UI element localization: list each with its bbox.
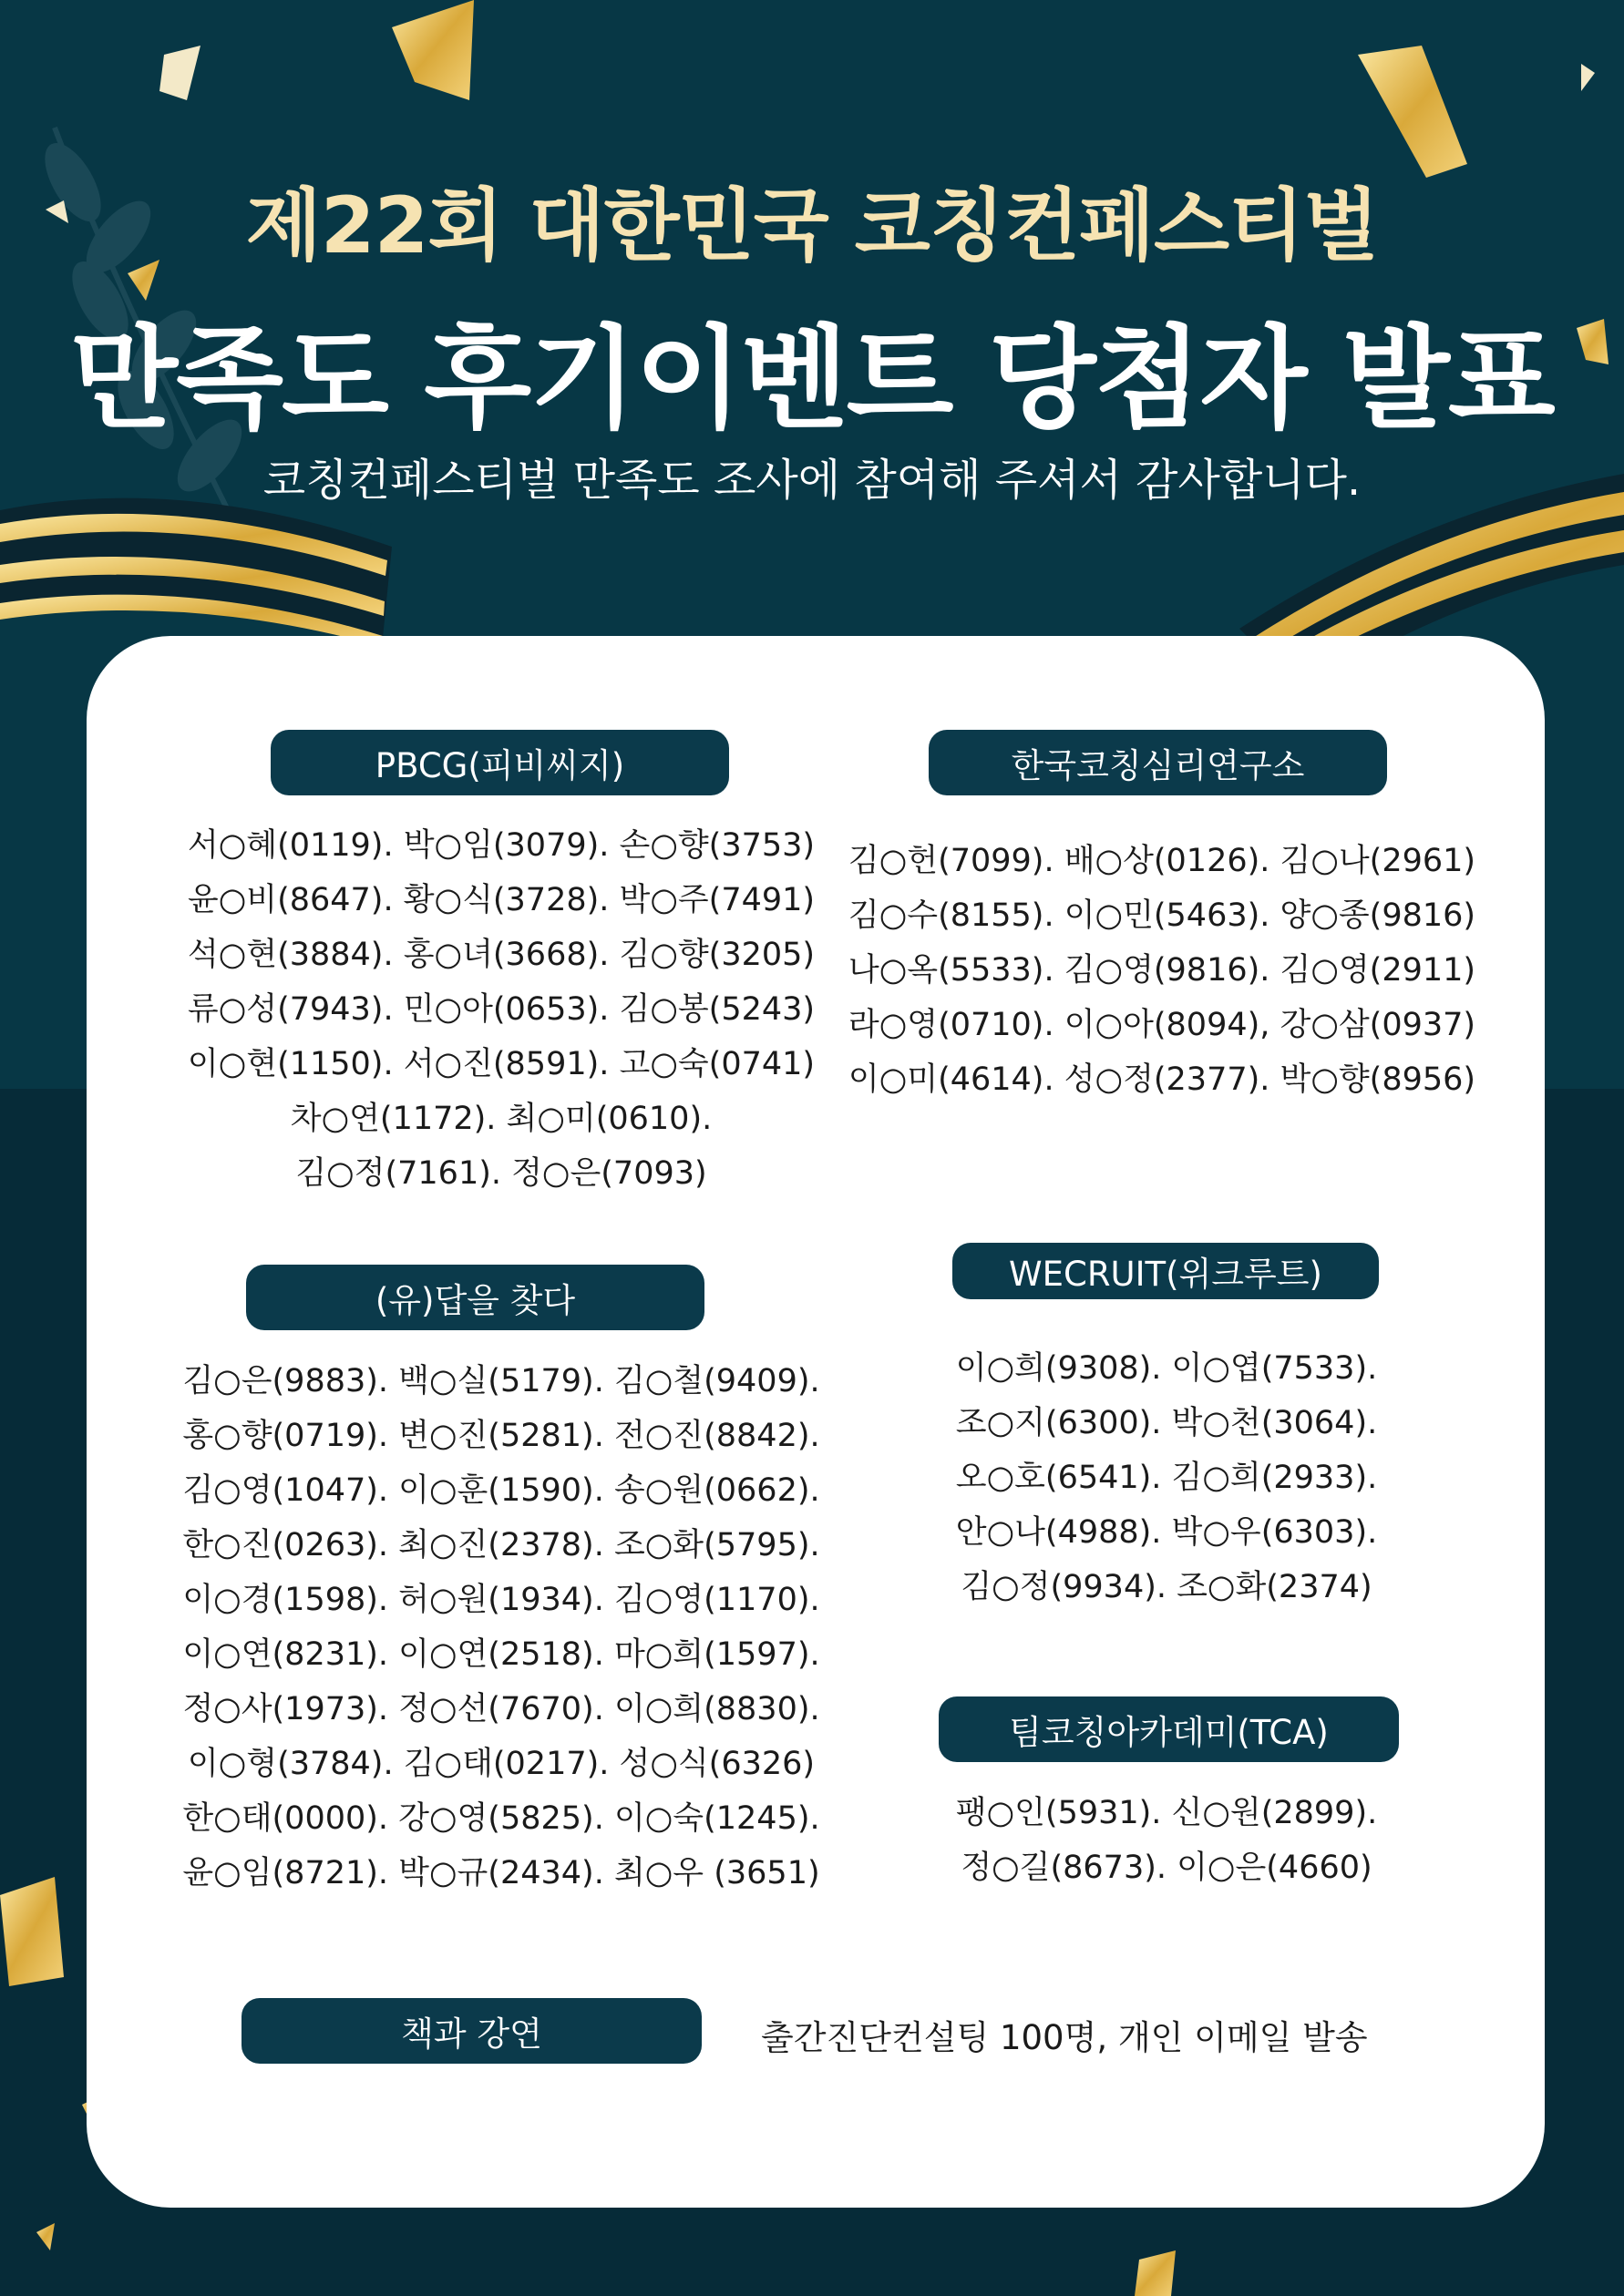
winner-line: 이○경(1598). 허○원(1934). 김○영(1170). bbox=[182, 1582, 820, 1618]
thank-you-subtitle: 코칭컨페스티벌 만족도 조사에 참여해 주셔서 감사합니다. bbox=[262, 455, 1362, 506]
winner-line: 이○희(9308). 이○엽(7533). bbox=[955, 1350, 1378, 1387]
winner-line: 안○나(4988). 박○우(6303). bbox=[955, 1514, 1378, 1551]
header bbox=[0, 0, 1624, 638]
winner-line: 조○지(6300). 박○천(3064). bbox=[955, 1405, 1378, 1441]
winner-list-wecruit bbox=[907, 1341, 1426, 1614]
winner-line: 홍○향(0719). 변○진(5281). 전○진(8842). bbox=[182, 1418, 820, 1454]
winner-line: 나○옥(5533). 김○영(9816). 김○영(2911) bbox=[848, 952, 1476, 989]
winner-list-tca bbox=[907, 1786, 1426, 1895]
winner-line: 윤○임(8721). 박○규(2434). 최○우 (3651) bbox=[182, 1855, 820, 1891]
section-header-kcpi: 한국코칭심리연구소 bbox=[929, 730, 1387, 795]
winner-line: 이○형(3784). 김○태(0217). 성○식(6326) bbox=[187, 1746, 816, 1782]
winner-line: 정○길(8673). 이○은(4660) bbox=[961, 1850, 1372, 1886]
winner-line: 이○미(4614). 성○정(2377). 박○향(8956) bbox=[848, 1061, 1476, 1098]
winner-line: 김○헌(7099). 배○상(0126). 김○나(2961) bbox=[848, 843, 1476, 879]
winner-line: 오○호(6541). 김○희(2933). bbox=[955, 1460, 1378, 1496]
winner-line: 김○수(8155). 이○민(5463). 양○종(9816) bbox=[848, 897, 1476, 934]
section-header-pbcg: PBCG(피비씨지) bbox=[271, 730, 729, 795]
section-header-book: 책과 강연 bbox=[242, 1998, 702, 2064]
winner-line: 이○현(1150). 서○진(8591). 고○숙(0741) bbox=[187, 1046, 816, 1082]
section-header-wecruit: WECRUIT(위크루트) bbox=[952, 1243, 1379, 1299]
winner-line: 이○연(8231). 이○연(2518). 마○희(1597). bbox=[182, 1636, 820, 1673]
winner-line: 김○은(9883). 백○실(5179). 김○철(9409). bbox=[182, 1363, 820, 1399]
winner-line: 한○태(0000). 강○영(5825). 이○숙(1245). bbox=[182, 1800, 820, 1837]
section-header-dap: (유)답을 찾다 bbox=[246, 1265, 704, 1330]
winner-line: 김○정(9934). 조○화(2374) bbox=[961, 1569, 1372, 1605]
announcement-title: 만족도 후기이벤트 당첨자 발표 bbox=[70, 314, 1554, 444]
winner-line: 차○연(1172). 최○미(0610). bbox=[290, 1101, 713, 1137]
winner-list-kcpi bbox=[834, 834, 1490, 1107]
section-header-tca: 팀코칭아카데미(TCA) bbox=[939, 1696, 1399, 1762]
winner-line: 팽○인(5931). 신○원(2899). bbox=[955, 1795, 1378, 1831]
winner-line: 서○혜(0119). 박○임(3079). 손○향(3753) bbox=[187, 827, 816, 864]
winner-line: 김○정(7161). 정○은(7093) bbox=[295, 1155, 707, 1192]
book-section-note: 출간진단컨설팅 100명, 개인 이메일 발송 bbox=[761, 2018, 1368, 2057]
winner-list-dap bbox=[141, 1354, 861, 1901]
winner-line: 정○사(1973). 정○선(7670). 이○희(8830). bbox=[182, 1691, 820, 1727]
winner-line: 류○성(7943). 민○아(0653). 김○봉(5243) bbox=[187, 991, 816, 1028]
winner-list-pbcg bbox=[150, 818, 852, 1201]
winner-line: 라○영(0710). 이○아(8094), 강○삼(0937) bbox=[848, 1007, 1476, 1043]
winner-line: 윤○비(8647). 황○식(3728). 박○주(7491) bbox=[187, 882, 816, 918]
winners-card bbox=[87, 636, 1545, 2208]
winner-line: 석○현(3884). 홍○녀(3668). 김○향(3205) bbox=[187, 937, 816, 973]
event-title: 제22회 대한민국 코칭컨페스티벌 bbox=[245, 180, 1379, 272]
winner-line: 한○진(0263). 최○진(2378). 조○화(5795). bbox=[182, 1527, 820, 1563]
winner-line: 김○영(1047). 이○훈(1590). 송○원(0662). bbox=[182, 1472, 820, 1509]
